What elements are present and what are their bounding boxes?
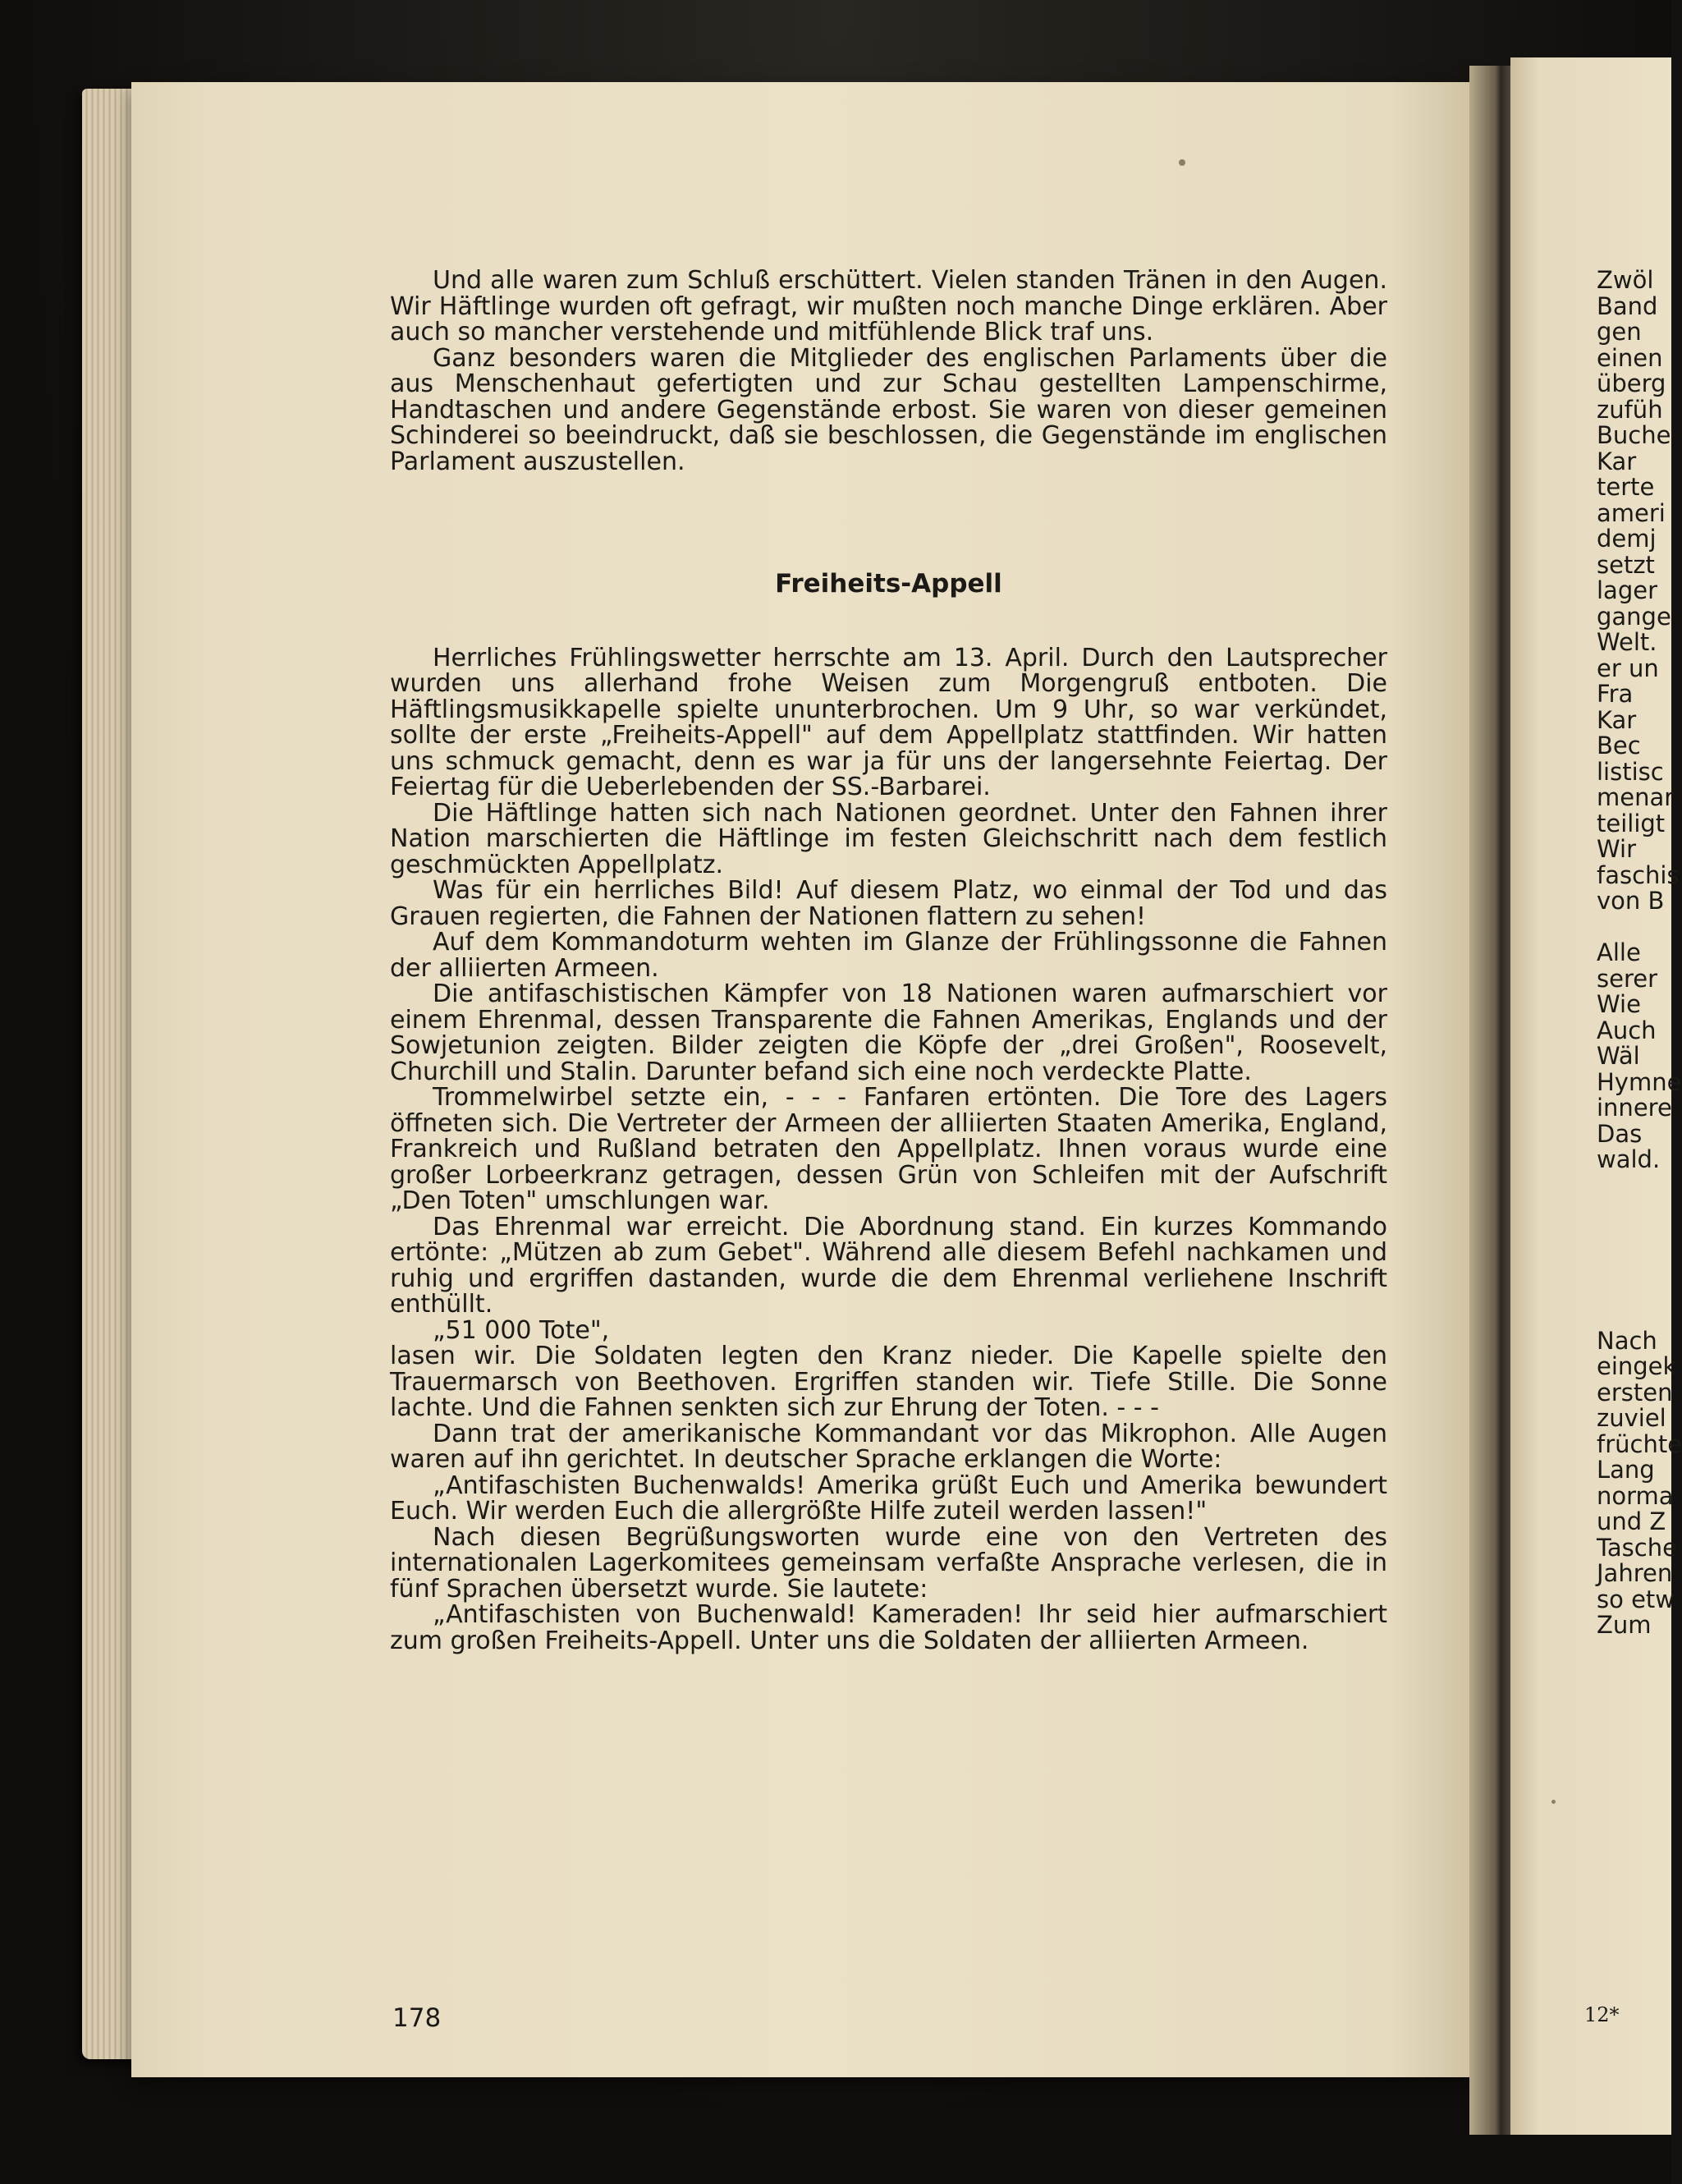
right-line: Alle — [1597, 938, 1641, 966]
right-line: einen — [1597, 343, 1663, 372]
right-line: von B — [1597, 887, 1665, 915]
right-line — [1597, 1225, 1682, 1251]
right-page-marker: 12* — [1584, 2003, 1620, 2026]
paper-speck — [1551, 1800, 1556, 1804]
right-line: überg — [1597, 369, 1666, 397]
paper-speck — [1179, 159, 1185, 166]
paragraph: Dann trat der amerikanische Kommandant vor das Mikrophon. Alle Augen waren auf ihn gerichtet. In deutscher Sprache erklangen die Worte: — [390, 1419, 1387, 1474]
right-line: Wie — [1597, 990, 1641, 1018]
right-page-text — [1597, 268, 1682, 1639]
right-line: Kar — [1597, 447, 1637, 475]
paragraph: Auf dem Kommandoturm wehten im Glanze der Frühlingssonne die Fahnen der alliierten Armeen. — [390, 928, 1387, 983]
right-line: Zum — [1597, 1611, 1652, 1639]
right-line: Tasche — [1597, 1533, 1677, 1562]
right-line: innere — [1597, 1094, 1672, 1122]
right-line: eingek — [1597, 1352, 1677, 1380]
right-line: Lang — [1597, 1456, 1655, 1484]
paragraph: Ganz besonders waren die Mitglieder des englischen Parlaments über die aus Menschenhaut gefertigten und zur Schau gestellten Lampenschirme, Handtaschen und andere Gegenstände erbost. Sie waren von dieser gemeinen Schinderei so beeindruckt, daß sie beschlossen, die Gegenstände im englischen Parlament auszustellen. — [390, 343, 1387, 476]
paragraph: Die Häftlinge hatten sich nach Nationen geordnet. Unter den Fahnen ihrer Nation marschierten die Häftlinge im festen Gleichschritt nach dem festlich geschmückten Appellplatz. — [390, 798, 1387, 879]
section-heading: Freiheits-Appell — [775, 569, 1002, 599]
left-page-text — [390, 268, 1387, 1654]
right-line: Auch — [1597, 1016, 1657, 1044]
right-line: Fra — [1597, 680, 1634, 708]
right-line: Kar — [1597, 705, 1637, 734]
right-line: Hymne — [1597, 1067, 1682, 1096]
right-line: Bec — [1597, 732, 1641, 759]
quote-paragraph: „Antifaschisten von Buchenwald! Kameraden! Ihr seid hier aufmarschiert zum großen Freiheits-Appell. Unter uns die Soldaten der alliierten Armeen. — [390, 1600, 1387, 1655]
paragraph: Was für ein herrliches Bild! Auf diesem Platz, wo einmal der Tod und das Grauen regierten, die Fahnen der Nationen flattern zu sehen! — [390, 876, 1387, 931]
right-line: teiligt — [1597, 809, 1666, 837]
right-line: gange — [1597, 602, 1671, 631]
right-line: Band — [1597, 291, 1658, 320]
right-line: zufüh — [1597, 395, 1663, 424]
right-line: Das — [1597, 1119, 1643, 1148]
right-line: Buche — [1597, 421, 1671, 449]
right-line: ameri — [1597, 498, 1666, 527]
right-line: Wir — [1597, 835, 1637, 863]
right-line: zuviel — [1597, 1404, 1666, 1432]
right-line: so etw — [1597, 1585, 1675, 1613]
right-line — [1597, 915, 1682, 941]
right-line: norma — [1597, 1481, 1674, 1510]
right-line: Jahren — [1597, 1559, 1673, 1587]
paragraph: lasen wir. Die Soldaten legten den Kranz nieder. Die Kapelle spielte den Trauermarsch von Beethoven. Ergriffen standen wir. Tiefe Stille. Die Sonne lachte. Und die Fahnen senkten sich zur Ehrung der Toten. - - - — [390, 1342, 1387, 1422]
right-line: lager — [1597, 576, 1658, 604]
right-line: Welt. — [1597, 628, 1657, 656]
right-line — [1597, 1173, 1682, 1200]
right-line: Wäl — [1597, 1042, 1640, 1070]
right-line: früchte — [1597, 1429, 1682, 1458]
right-line: serer — [1597, 964, 1658, 993]
right-line: listisc — [1597, 757, 1664, 786]
right-line: menar — [1597, 783, 1675, 811]
paragraph: Die antifaschistischen Kämpfer von 18 Nationen waren aufmarschiert vor einem Ehrenmal, dessen Transparente die Fahnen Amerikas, Englands und der Sowjetunion zeigten. Bilder zeigten die Köpfe der „drei Großen", Roosevelt, Churchill und Stalin. Darunter befand sich eine noch verdeckte Platte. — [390, 980, 1387, 1086]
right-line: faschis — [1597, 860, 1680, 889]
paragraph: Trommelwirbel setzte ein, - - - Fanfaren ertönten. Die Tore des Lagers öffneten sich. Die Vertreter der Armeen der alliierten Staaten Amerika, England, Frankreich und Rußland betraten den Appellplatz. Ihnen voraus wurde eine großer Lorbeerkranz getragen, dessen Grün von Schleifen mit der Aufschrift „Den Toten" umschlungen war. — [390, 1083, 1387, 1215]
right-line: ersten — [1597, 1378, 1673, 1406]
main-section — [390, 645, 1387, 1654]
right-line — [1597, 1277, 1682, 1303]
right-line: wald. — [1597, 1145, 1661, 1173]
right-line: gen — [1597, 318, 1642, 346]
quote-paragraph: „Antifaschisten Buchenwalds! Amerika grüßt Euch und Amerika bewundert Euch. Wir werden Euch die allergrößte Hilfe zuteil werden lassen!" — [390, 1471, 1387, 1526]
right-line: demj — [1597, 525, 1657, 553]
right-line: er un — [1597, 654, 1659, 682]
page-number: 178 — [392, 2003, 442, 2033]
right-line — [1597, 1250, 1682, 1277]
right-line — [1597, 1199, 1682, 1225]
intro-section — [390, 268, 1387, 475]
right-line: setzt — [1597, 550, 1655, 579]
right-line: und Z — [1597, 1507, 1666, 1535]
right-line: Nach — [1597, 1326, 1657, 1355]
paragraph: Das Ehrenmal war erreicht. Die Abordnung stand. Ein kurzes Kommando ertönte: „Mützen ab zum Gebet". Während alle diesem Befehl nachkamen und ruhig und ergriffen dastanden, wurde die dem Ehrenmal verliehene Inschrift enthüllt. — [390, 1212, 1387, 1319]
paragraph: Und alle waren zum Schluß erschüttert. Vielen standen Tränen in den Augen. Wir Häftlinge wurden oft gefragt, wir mußten noch manche Dinge erklären. Aber auch so mancher verstehende und mitfühlende Blick traf uns. — [390, 266, 1387, 346]
right-line — [1597, 1302, 1682, 1328]
paragraph: Herrliches Frühlingswetter herrschte am 13. April. Durch den Lautsprecher wurden uns allerhand frohe Weisen zum Morgengruß entboten. Die Häftlingsmusikkapelle spielte ununterbrochen. Um 9 Uhr, so war verkündet, sollte der erste „Freiheits-Appell" auf dem Appellplatz stattfinden. Wir hatten uns schmuck gemacht, denn es war ja für uns der langersehnte Feiertag. Der Feiertag für die Ueberlebenden der SS.-Barbarei. — [390, 643, 1387, 801]
right-line: Zwöl — [1597, 266, 1654, 294]
right-line: terte — [1597, 473, 1655, 501]
inscription-quote: „51 000 Tote", — [433, 1315, 610, 1345]
paragraph: Nach diesen Begrüßungsworten wurde eine von den Vertreten des internationalen Lagerkomitees gemeinsam verfaßte Ansprache verlesen, die in fünf Sprachen übersetzt wurde. Sie lautete: — [390, 1522, 1387, 1604]
